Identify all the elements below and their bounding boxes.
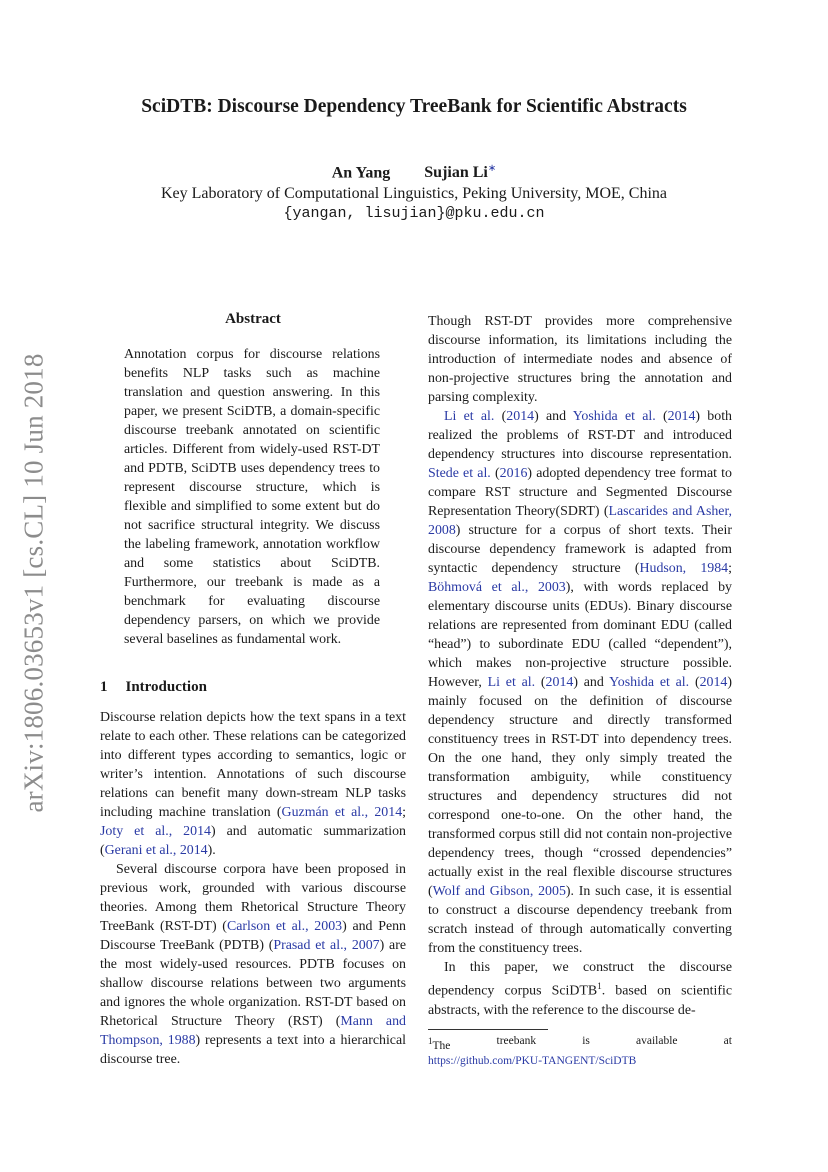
right-column-body bbox=[428, 312, 732, 1020]
citation-link[interactable]: Yoshida et al. bbox=[609, 675, 690, 690]
section-number: 1 bbox=[100, 679, 108, 695]
footnote-divider bbox=[428, 1029, 548, 1030]
citation-link[interactable]: 2016 bbox=[499, 466, 528, 481]
section-title: Introduction bbox=[125, 679, 207, 695]
left-column-body bbox=[100, 708, 406, 1069]
citation-link[interactable]: 2014 bbox=[699, 675, 728, 690]
citation-link[interactable]: Joty et al., 2014 bbox=[100, 824, 211, 839]
citation-link[interactable]: 2014 bbox=[506, 409, 535, 424]
citation-link[interactable]: Guzmán et al., 2014 bbox=[281, 805, 403, 820]
paragraph: Though RST-DT provides more comprehensive discourse information, its limitations including the introduction of intermediate nodes and absence of non-projective structures bring the annotation and parsing complexity. bbox=[428, 314, 732, 405]
abstract-heading: Abstract bbox=[225, 311, 281, 327]
citation-link[interactable]: Prasad et al., 2007 bbox=[273, 938, 380, 953]
citation-link[interactable]: Li et al. bbox=[487, 675, 536, 690]
author-name: An Yang bbox=[331, 164, 391, 182]
arxiv-stamp bbox=[18, 340, 50, 826]
author-footnote-mark: ∗ bbox=[487, 163, 497, 174]
citation-link[interactable]: Gerani et al., 2014 bbox=[104, 843, 208, 858]
footnote-marker: 1 bbox=[428, 1036, 433, 1046]
author-email: {yangan, lisujian}@pku.edu.cn bbox=[283, 205, 545, 222]
citation-link[interactable]: 2014 bbox=[667, 409, 696, 424]
arxiv-stamp-text: arXiv:1806.03653v1 [cs.CL] 10 Jun 2018 bbox=[18, 353, 49, 813]
paragraph: Li et al. (2014) and Yoshida et al. (2014) both realized the problems of RST-DT and introduced dependency structures into discourse representation. Stede et al. (2016) adopted dependency tree format to compare RST structure and Segmented Discourse Representation Theory(SDRT) (Lascarides and Asher, 2008) structure for a corpus of short texts. Their discourse dependency framework is adapted from syntactic dependency structure (Hudson, 1984; Böhmová et al., 2003), with words replaced by elementary discourse units (EDUs). Binary discourse relations are represented from dominant EDU (called “head”) to subordinate EDU (called “dependent”), which makes non-projective structure possible. However, Li et al. (2014) and Yoshida et al. (2014) mainly focused on the definition of discourse dependency structure and directly transformed constituency trees in RST-DT into dependency trees. On the one hand, they only simply treated the transformation ambiguity, while constituency structures and dependency structures did not correspond one-to-one. On the other hand, the transformed corpus still did not contain non-projective dependency trees, though “crossed dependencies” actually exist in the real flexible discourse structures (Wolf and Gibson, 2005). In such case, it is essential to construct a discourse dependency treebank from scratch instead of through automatically converting from the constituency trees. bbox=[428, 409, 733, 956]
author-name: Sujian Li bbox=[424, 164, 488, 182]
paragraph: Discourse relation depicts how the text spans in a text relate to each other. These relations can be categorized into different types according to semantics, logic or writer’s intention. Annotations of such discourse relations can benefit many down-stream NLP tasks including machine translation (Guzmán et al., 2014; Joty et al., 2014) and automatic summarization (Gerani et al., 2014). bbox=[100, 710, 406, 858]
citation-link[interactable]: Stede et al. bbox=[428, 466, 491, 481]
citation-link[interactable]: 2014 bbox=[545, 675, 574, 690]
section-heading bbox=[100, 679, 207, 696]
affiliation: Key Laboratory of Computational Linguistics, Peking University, MOE, China bbox=[161, 185, 667, 202]
citation-link[interactable]: Hudson, 1984 bbox=[639, 561, 729, 576]
citation-link[interactable]: Li et al. bbox=[444, 409, 495, 424]
citation-link[interactable]: Wolf and Gibson, 2005 bbox=[432, 884, 566, 899]
citation-link[interactable]: Mann and Thompson, 1988 bbox=[100, 1014, 406, 1048]
footnote: $^1$The treebank is available at https://github.com/PKU-TANGENT/SciDTB bbox=[428, 1035, 732, 1067]
footnote-url-link[interactable]: https://github.com/PKU-TANGENT/SciDTB bbox=[428, 1054, 637, 1067]
citation-link[interactable]: Yoshida et al. bbox=[572, 409, 656, 424]
citation-link[interactable]: Carlson et al., 2003 bbox=[226, 919, 343, 934]
paragraph: Several discourse corpora have been proposed in previous work, grounded with various discourse theories. Among them Rhetorical Structure Theory TreeBank (RST-DT) (Carlson et al., 2003) and Penn Discourse TreeBank (PDTB) (Prasad et al., 2007) are the most widely-used resources. PDTB focuses on shallow discourse relations between two arguments and ignores the whole organization. RST-DT based on Rhetorical Structure Theory (RST) (Mann and Thompson, 1988) represents a text into a hierarchical discourse tree. bbox=[100, 862, 406, 1067]
footnote-marker[interactable]: 1 bbox=[597, 981, 602, 991]
paragraph: In this paper, we construct the discourse dependency corpus SciDTB$^1$. based on scientific abstracts, with the reference to the discourse de- bbox=[428, 960, 733, 1018]
citation-link[interactable]: Böhmová et al., 2003 bbox=[428, 580, 566, 595]
citation-link[interactable]: Lascarides and Asher, 2008 bbox=[428, 504, 733, 538]
abstract-body: Annotation corpus for discourse relations benefits NLP tasks such as machine translation and question answering. In this paper, we present SciDTB, a domain-specific discourse treebank annotated on scientific articles. Different from widely-used RST-DT and PDTB, SciDTB uses dependency trees to represent discourse structure, which is flexible and simplified to some extent but do not sacrifice structural integrity. We discuss the labeling framework, annotation workflow and some statistics about SciDTB. Furthermore, our treebank is made as a benchmark for evaluating discourse dependency parsers, on which we provide several baselines as fundamental work. bbox=[124, 347, 380, 647]
author-list bbox=[0, 163, 828, 182]
paper-title: SciDTB: Discourse Dependency TreeBank for Scientific Abstracts bbox=[141, 96, 687, 117]
